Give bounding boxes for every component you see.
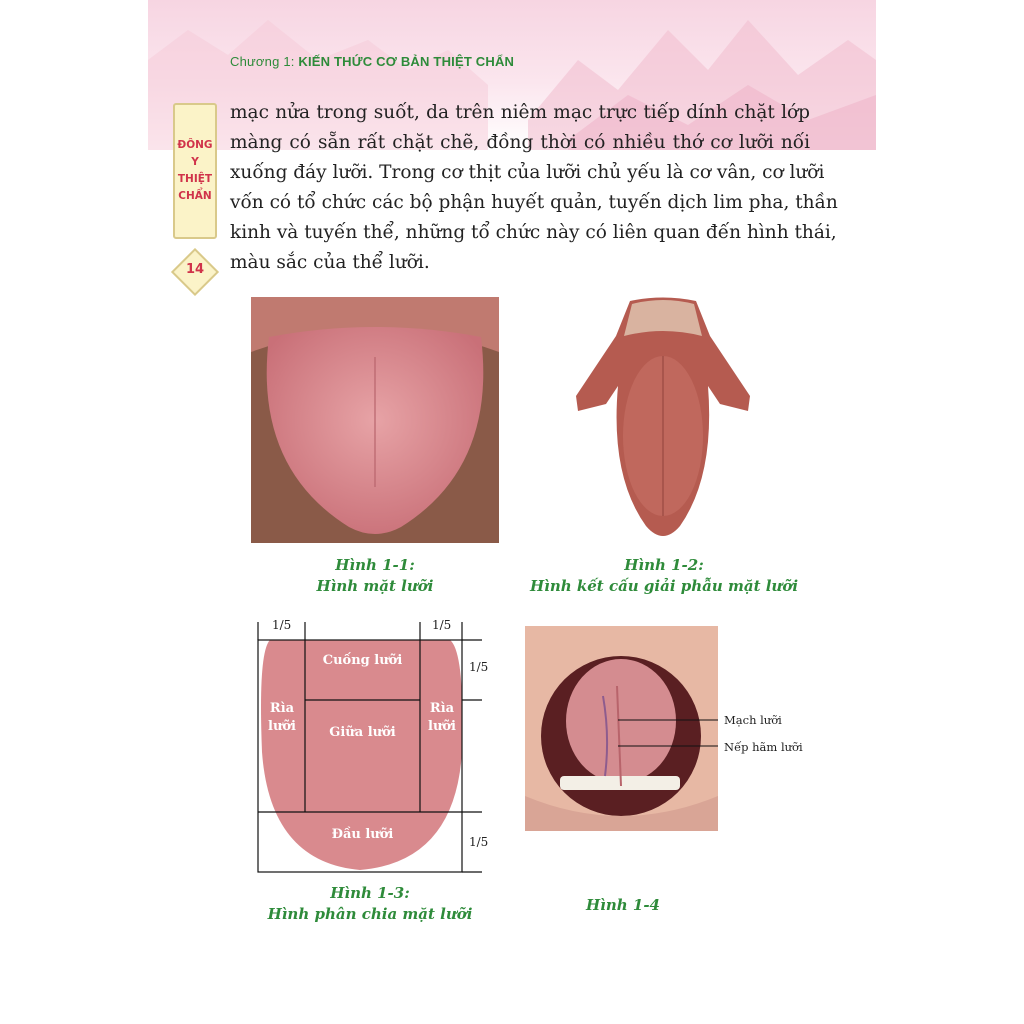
zone-root: Cuống lưỡi bbox=[322, 653, 403, 668]
caption-number: Hình 1-2: bbox=[624, 556, 704, 574]
body-line: xuống đáy lưỡi. Trong cơ thịt của lưỡi chủ yếu là cơ vân, cơ lưỡi bbox=[230, 162, 825, 183]
zone-edge-left bbox=[260, 700, 304, 736]
label-frenulum: Nếp hãm lưỡi bbox=[724, 740, 803, 754]
tongue-division-diagram bbox=[250, 612, 490, 882]
figure-caption bbox=[243, 883, 497, 925]
body-line: màng có sẵn rất chặt chẽ, đồng thời có nhiều thớ cơ lưỡi nối bbox=[230, 132, 810, 153]
caption-number: Hình 1-4 bbox=[585, 896, 660, 914]
chapter-title: KIẾN THỨC CƠ BẢN THIỆT CHẨN bbox=[298, 54, 515, 69]
body-line: màu sắc của thể lưỡi. bbox=[230, 252, 430, 273]
page-number: 14 bbox=[185, 262, 205, 277]
caption-title: Hình mặt lưỡi bbox=[316, 577, 434, 595]
figure-caption bbox=[513, 555, 815, 597]
figure-caption bbox=[568, 895, 678, 916]
chapter-prefix: Chương 1: bbox=[230, 54, 299, 69]
body-line: vốn có tổ chức các bộ phận huyết quản, tuyến dịch lim pha, thần bbox=[230, 192, 838, 213]
caption-number: Hình 1-3: bbox=[330, 884, 410, 902]
side-tab-line: THIỆT bbox=[177, 173, 213, 185]
tongue-photo bbox=[251, 297, 499, 543]
zone-edge-right bbox=[422, 700, 462, 736]
fraction-label: 1/5 bbox=[272, 618, 292, 632]
zone-tip: Đầu lưỡi bbox=[331, 827, 394, 842]
zone-middle: Giữa lưỡi bbox=[329, 725, 396, 740]
side-tab-line: CHẨN bbox=[178, 190, 212, 202]
fraction-label: 1/5 bbox=[432, 618, 452, 632]
zone-edge-left-line: lưỡi bbox=[268, 719, 296, 734]
book-page bbox=[148, 0, 876, 1024]
side-tab-line: Y bbox=[191, 156, 199, 168]
zone-edge-right-line: Rìa bbox=[429, 701, 455, 716]
caption-number: Hình 1-1: bbox=[335, 556, 415, 574]
body-line: kinh và tuyến thể, những tổ chức này có liên quan đến hình thái, bbox=[230, 222, 837, 243]
fraction-label: 1/5 bbox=[469, 835, 489, 849]
caption-title: Hình kết cấu giải phẫu mặt lưỡi bbox=[529, 577, 799, 595]
figure-caption bbox=[248, 555, 502, 597]
label-tongue-vessel: Mạch lưỡi bbox=[724, 713, 782, 727]
zone-edge-right-line: lưỡi bbox=[428, 719, 456, 734]
fraction-label: 1/5 bbox=[469, 660, 489, 674]
zone-edge-left-line: Rìa bbox=[269, 701, 295, 716]
side-tab-line: ĐÔNG bbox=[177, 139, 213, 151]
caption-title: Hình phân chia mặt lưỡi bbox=[267, 905, 473, 923]
body-paragraph bbox=[230, 98, 838, 278]
side-tab bbox=[173, 103, 217, 239]
anatomical-tongue-illustration bbox=[570, 296, 756, 546]
label-leader-lines bbox=[618, 708, 818, 768]
body-line: mạc nửa trong suốt, da trên niêm mạc trực tiếp dính chặt lớp bbox=[230, 102, 810, 123]
chapter-heading bbox=[230, 54, 514, 69]
